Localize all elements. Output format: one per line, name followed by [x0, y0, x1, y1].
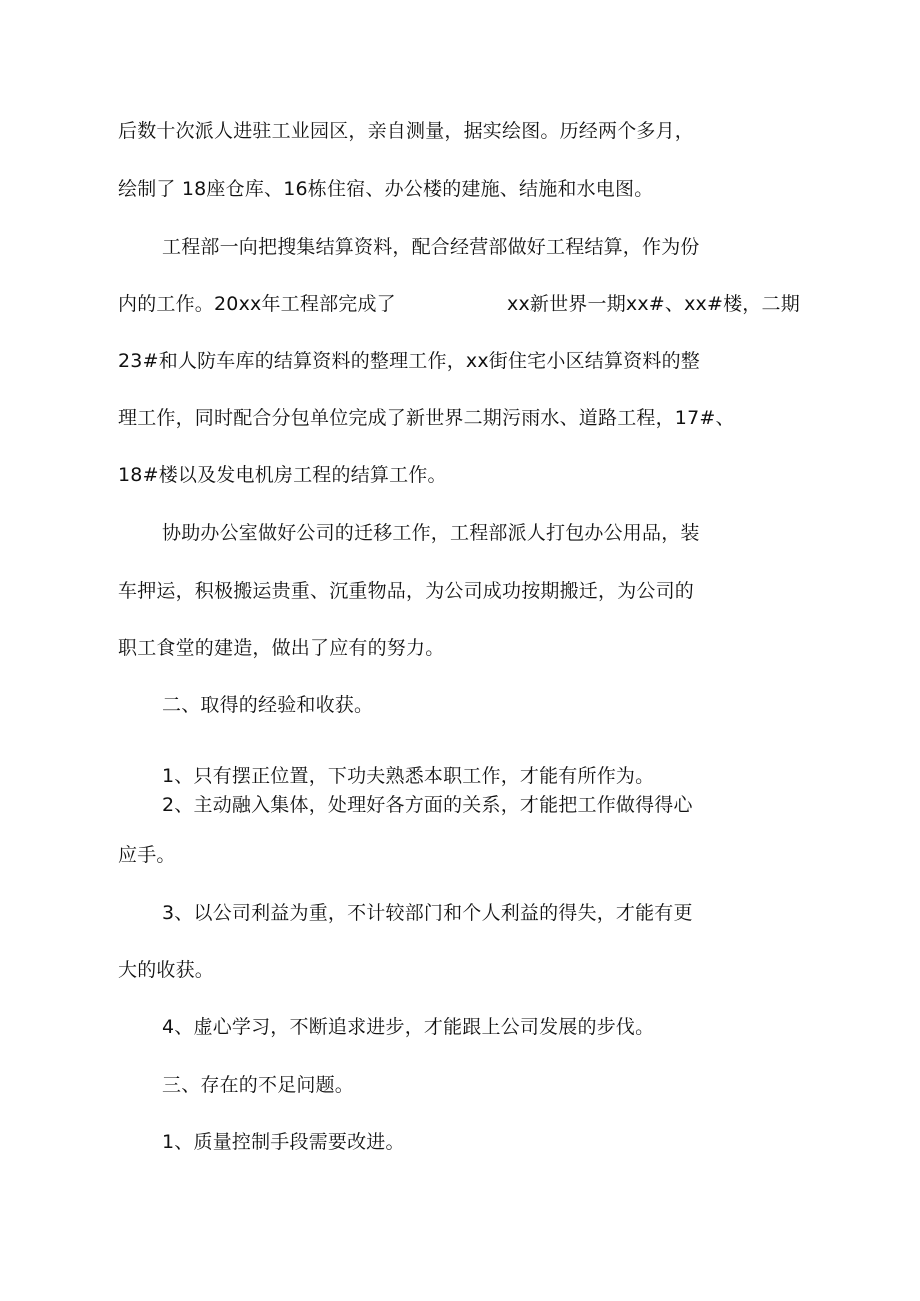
section-heading: 二、取得的经验和收获。 [162, 694, 374, 716]
text-line: 18#楼以及发电机房工程的结算工作。 [118, 464, 447, 486]
list-item: 4、虚心学习，不断追求进步，才能跟上公司发展的步伐。 [162, 1016, 655, 1038]
text-line: 23#和人防车库的结算资料的整理工作，xx街住宅小区结算资料的整 [118, 350, 700, 372]
text-line: 应手。 [118, 844, 176, 866]
text-line: 车押运，积极搬运贵重、沉重物品，为公司成功按期搬迁，为公司的 [118, 580, 695, 602]
paragraph-start-line: 协助办公室做好公司的迁移工作，工程部派人打包办公用品，装 [162, 522, 700, 544]
text-line: 大的收获。 [118, 959, 215, 981]
text-line: 内的工作。20xx年工程部完成了 [118, 293, 396, 315]
list-item: 2、主动融入集体，处理好各方面的关系，才能把工作做得得心 [162, 794, 693, 816]
text-line: 绘制了 18座仓库、16栋住宿、办公楼的建施、结施和水电图。 [118, 178, 654, 200]
text-line: 理工作，同时配合分包单位完成了新世界二期污雨水、道路工程，17#、 [118, 407, 735, 429]
section-heading: 三、存在的不足问题。 [162, 1074, 355, 1096]
text-line: 后数十次派人进驻工业园区，亲自测量，据实绘图。历经两个多月， [118, 120, 695, 142]
text-line-continuation: xx新世界一期xx#、xx#楼，二期 [507, 293, 800, 315]
text-line: 职工食堂的建造，做出了应有的努力。 [118, 637, 445, 659]
paragraph-start-line: 工程部一向把搜集结算资料，配合经营部做好工程结算，作为份 [162, 236, 700, 258]
list-item: 1、只有摆正位置，下功夫熟悉本职工作，才能有所作为。 [162, 765, 655, 787]
list-item: 1、质量控制手段需要改进。 [162, 1131, 405, 1153]
list-item: 3、以公司利益为重，不计较部门和个人利益的得失，才能有更 [162, 902, 693, 924]
